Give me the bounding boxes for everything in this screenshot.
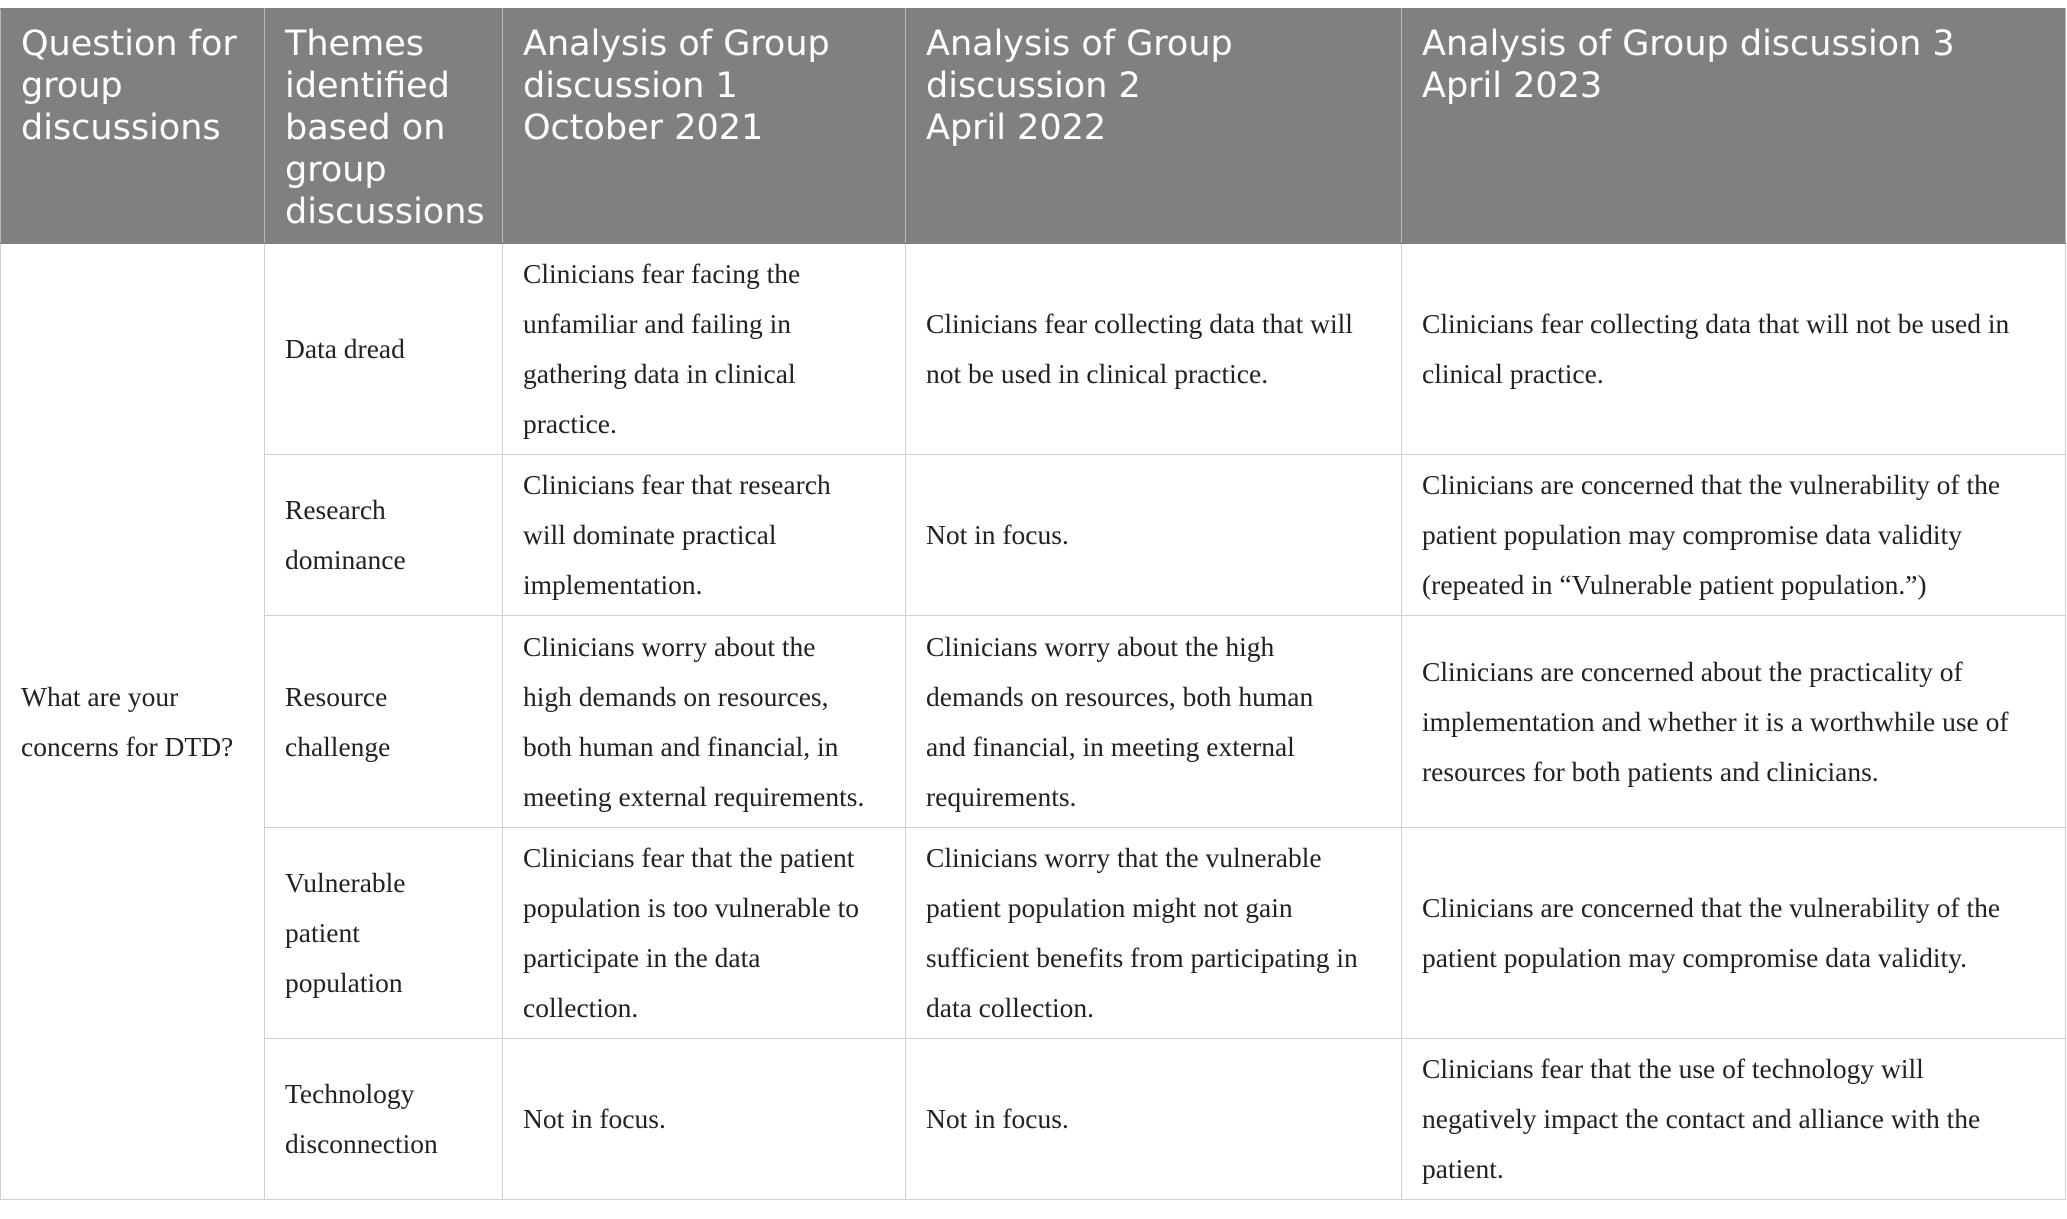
cell-line: resources for both patients and clinicians.	[1422, 755, 1879, 787]
theme-line: Technology	[285, 1078, 415, 1109]
header-gd2-line: discussion 2	[926, 66, 1141, 106]
table-row	[1, 616, 2066, 828]
gd3-cell	[1402, 1039, 2066, 1200]
cell-line: data collection.	[926, 992, 1094, 1023]
header-themes-line: group	[285, 150, 387, 190]
cell-line: Clinicians fear that research	[523, 469, 831, 500]
theme-line: disconnection	[285, 1128, 438, 1159]
header-gd3-line: April 2023	[1422, 66, 1603, 106]
cell-line: Clinicians worry about the	[523, 630, 816, 662]
cell-line: unfamiliar and failing in	[523, 308, 792, 339]
cell-line: collection.	[523, 992, 639, 1023]
question-cell	[1, 244, 265, 1200]
gd2-cell	[906, 244, 1402, 455]
gd1-cell	[503, 828, 906, 1039]
gd1-cell	[503, 1039, 906, 1200]
cell-line: Not in focus.	[523, 1103, 666, 1134]
cell-line: patient.	[1422, 1153, 1504, 1184]
table-row	[1, 828, 2066, 1039]
cell-line: Not in focus.	[926, 1103, 1069, 1134]
cell-line: gathering data in clinical	[523, 358, 796, 389]
cell-line: Clinicians are concerned that the vulnerability of the	[1422, 892, 2001, 923]
gd2-cell	[906, 455, 1402, 616]
cell-line: Clinicians are concerned about the practicality of	[1422, 655, 1963, 687]
header-gd3-line: Analysis of Group discussion 3	[1422, 24, 1955, 64]
theme-line: patient	[285, 917, 360, 948]
gd3-cell	[1402, 455, 2066, 616]
cell-line: patient population may compromise data validity.	[1422, 942, 1968, 973]
header-gd2-line: Analysis of Group	[926, 24, 1233, 64]
theme-cell	[265, 828, 503, 1039]
cell-line: patient population might not gain	[926, 892, 1293, 923]
cell-line: Not in focus.	[926, 519, 1069, 550]
table-row	[1, 244, 2066, 455]
cell-line: participate in the data	[523, 942, 761, 973]
gd2-cell	[906, 828, 1402, 1039]
cell-line: will dominate practical	[523, 519, 777, 550]
cell-line: implementation.	[523, 569, 703, 600]
header-gd3	[1402, 9, 2066, 244]
cell-line: Clinicians fear that the use of technology will	[1422, 1053, 1924, 1084]
cell-line: Clinicians fear collecting data that will	[926, 308, 1353, 339]
header-row	[1, 9, 2066, 244]
theme-line: population	[285, 967, 403, 998]
cell-line: Clinicians fear facing the	[523, 258, 801, 289]
theme-cell	[265, 244, 503, 455]
cell-line: meeting external requirements.	[523, 780, 865, 812]
cell-line: not be used in clinical practice.	[926, 358, 1269, 389]
cell-line: requirements.	[926, 780, 1077, 812]
theme-line: Resource	[285, 680, 388, 712]
cell-line: high demands on resources,	[523, 680, 829, 712]
themes-table	[0, 8, 2066, 1200]
header-themes-line: discussions	[285, 192, 485, 232]
gd1-cell	[503, 455, 906, 616]
cell-line: Clinicians worry that the vulnerable	[926, 842, 1322, 873]
header-gd1-line: discussion 1	[523, 66, 738, 106]
theme-line: Vulnerable	[285, 867, 406, 898]
gd3-cell	[1402, 828, 2066, 1039]
cell-line: clinical practice.	[1422, 358, 1604, 389]
cell-line: Clinicians fear that the patient	[523, 842, 855, 873]
cell-line: (repeated in “Vulnerable patient population.”)	[1422, 569, 1927, 600]
theme-cell	[265, 616, 503, 828]
cell-line: Clinicians worry about the high	[926, 630, 1275, 662]
header-themes-line: Themes	[285, 24, 424, 64]
gd1-cell	[503, 244, 906, 455]
cell-line: demands on resources, both human	[926, 680, 1314, 712]
table-row	[1, 455, 2066, 616]
cell-line: both human and financial, in	[523, 730, 839, 762]
header-gd1-line: October 2021	[523, 108, 764, 148]
header-question-line: group	[21, 66, 123, 106]
header-gd2	[906, 9, 1402, 244]
cell-line: population is too vulnerable to	[523, 892, 860, 923]
cell-line: Clinicians fear collecting data that will not be used in	[1422, 308, 2010, 339]
question-line: concerns for DTD?	[21, 730, 234, 762]
theme-line: Data dread	[285, 333, 405, 364]
theme-line: challenge	[285, 730, 391, 762]
gd3-cell	[1402, 616, 2066, 828]
cell-line: and financial, in meeting external	[926, 730, 1295, 762]
gd1-cell	[503, 616, 906, 828]
cell-line: sufficient benefits from participating in	[926, 942, 1358, 973]
header-question-line: discussions	[21, 108, 221, 148]
gd2-cell	[906, 616, 1402, 828]
gd2-cell	[906, 1039, 1402, 1200]
theme-cell	[265, 455, 503, 616]
cell-line: practice.	[523, 408, 617, 439]
header-question-line: Question for	[21, 24, 237, 64]
header-gd1	[503, 9, 906, 244]
header-themes-line: identified	[285, 66, 450, 106]
cell-line: patient population may compromise data validity	[1422, 519, 1962, 550]
question-line: What are your	[21, 680, 179, 712]
header-question	[1, 9, 265, 244]
header-themes	[265, 9, 503, 244]
cell-line: implementation and whether it is a worthwhile use of	[1422, 705, 2009, 737]
header-gd1-line: Analysis of Group	[523, 24, 830, 64]
header-gd2-line: April 2022	[926, 108, 1107, 148]
theme-line: dominance	[285, 544, 406, 575]
theme-cell	[265, 1039, 503, 1200]
gd3-cell	[1402, 244, 2066, 455]
header-themes-line: based on	[285, 108, 446, 148]
cell-line: negatively impact the contact and alliance with the	[1422, 1103, 1981, 1134]
table-row	[1, 1039, 2066, 1200]
theme-line: Research	[285, 494, 386, 525]
cell-line: Clinicians are concerned that the vulnerability of the	[1422, 469, 2001, 500]
